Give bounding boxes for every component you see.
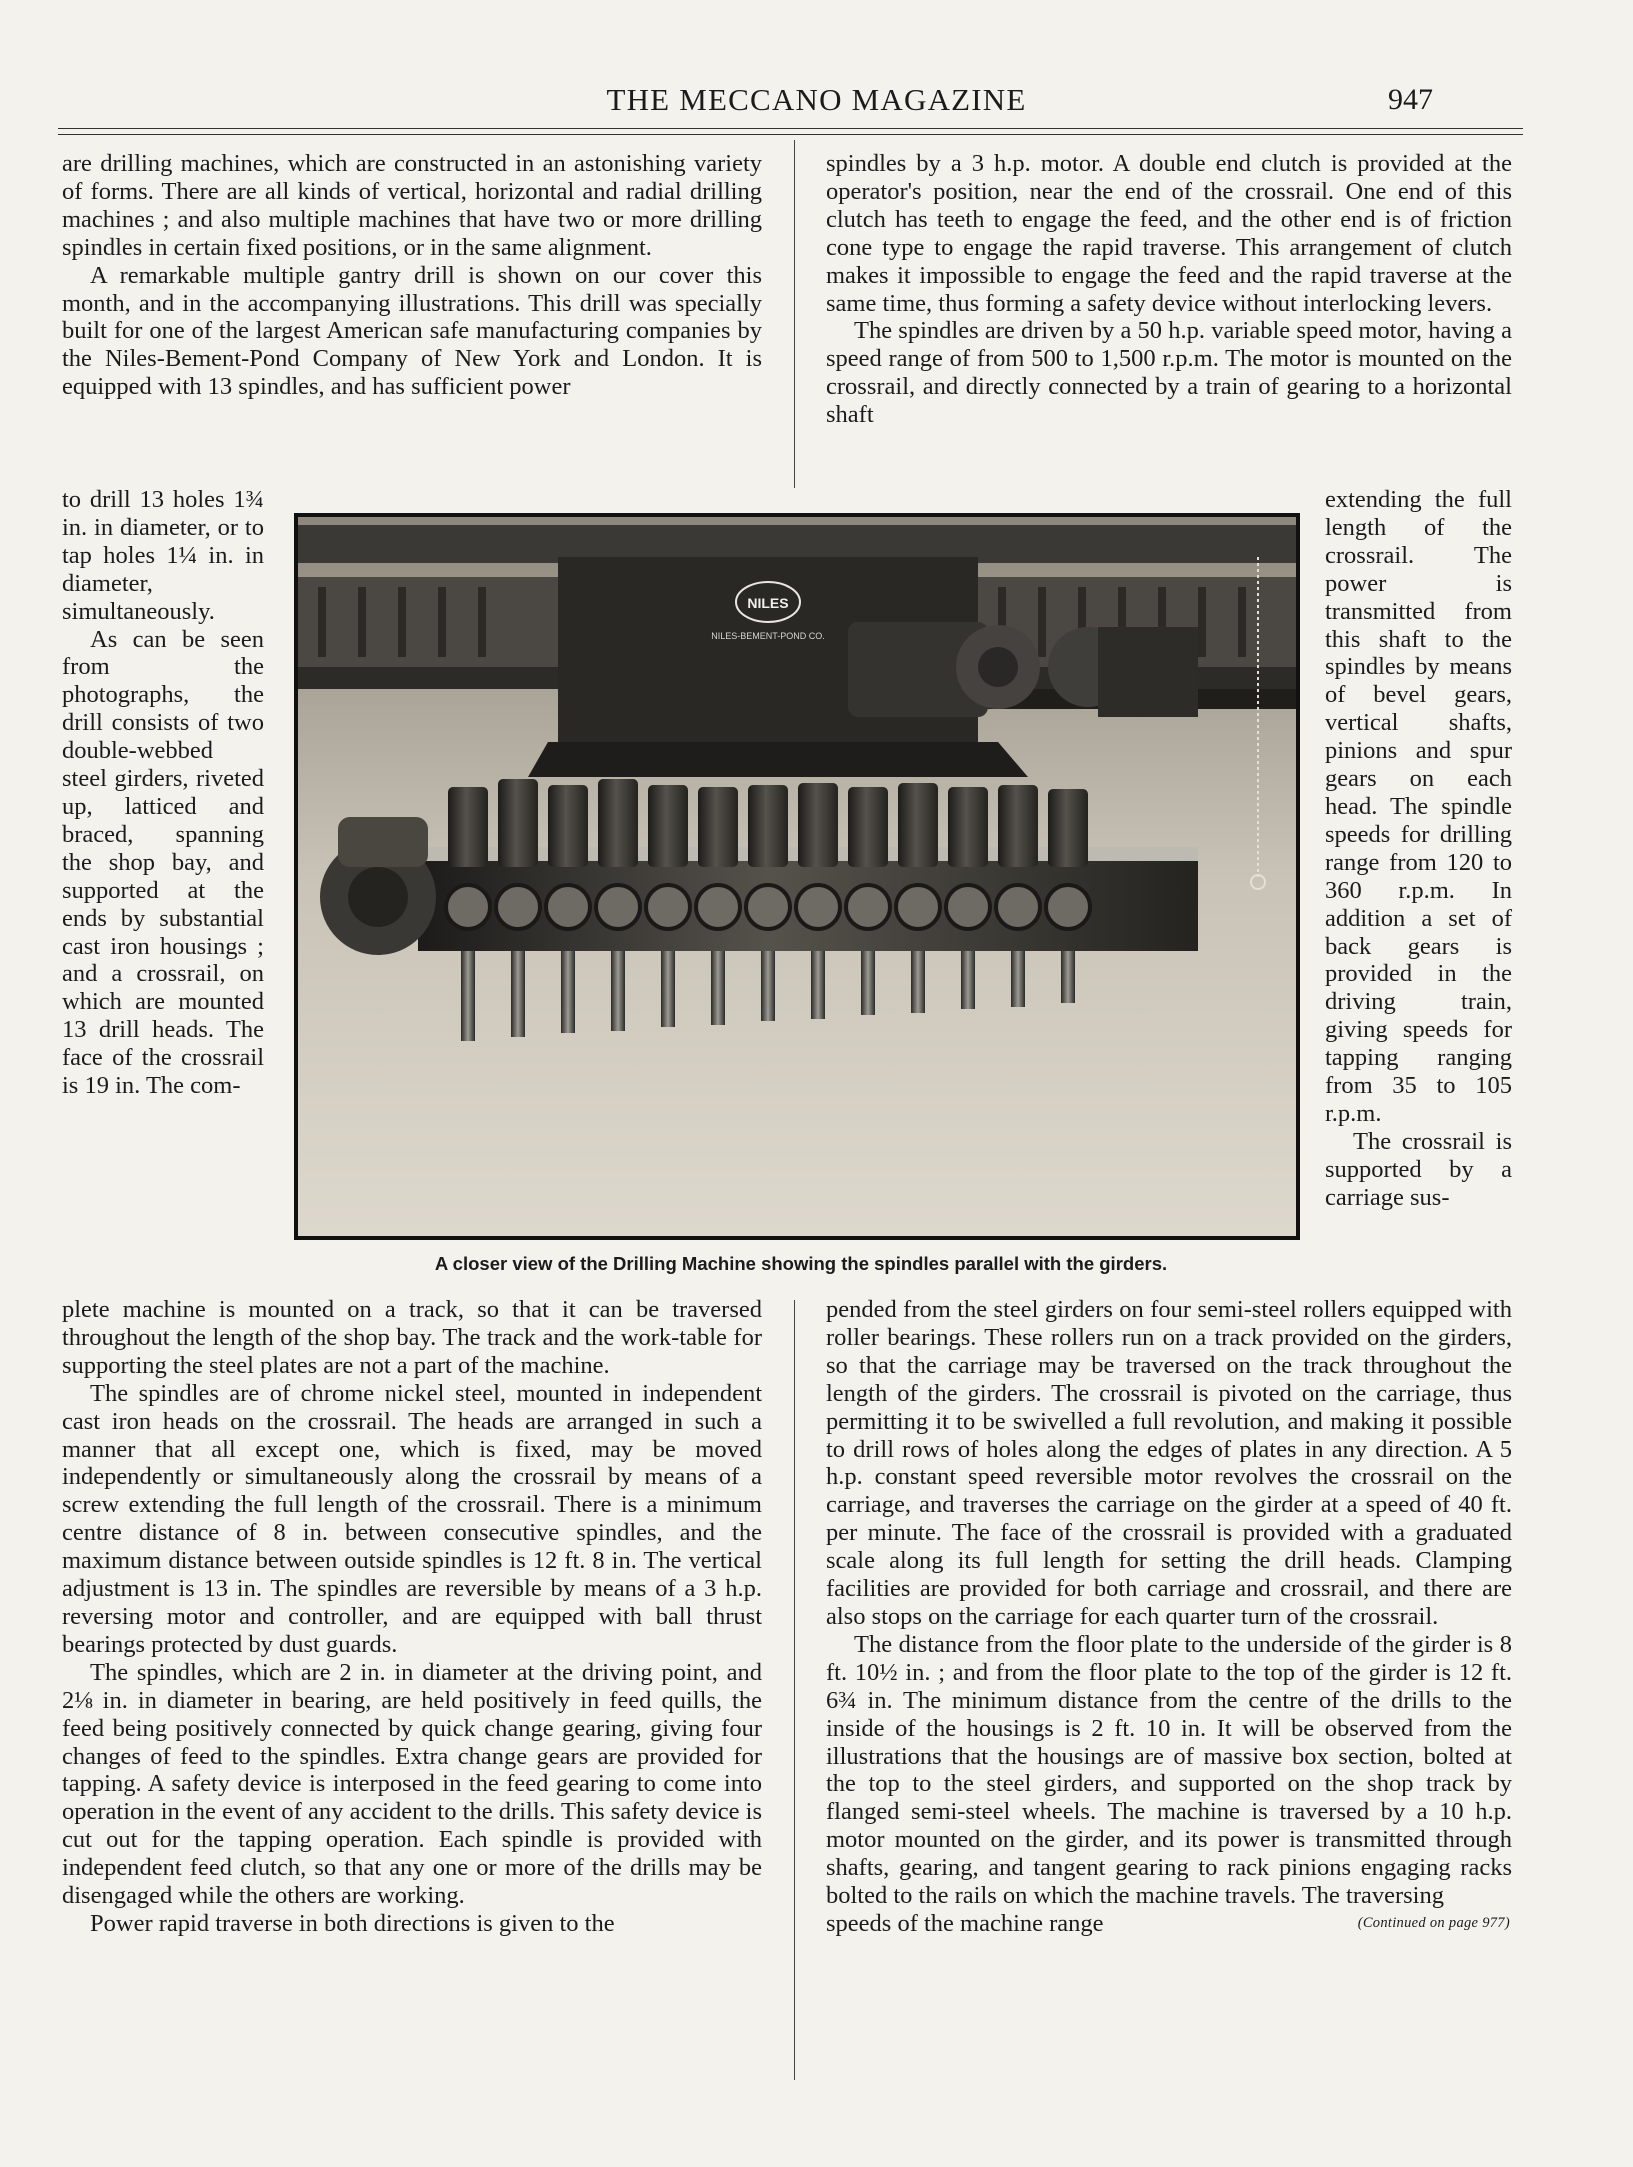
paragraph: As can be seen from the photographs, the drill consists of two double-webbed steel girders, riveted up, latticed and braced, spanning the shop bay, and supported at the ends by substantial cast iron housings ; and a crossrail, on which are mounted 13 drill heads. The face of the crossrail is 19 in. The com- xyxy=(62,625,264,1100)
column-divider-top xyxy=(794,140,795,488)
page-number: 947 xyxy=(1388,83,1433,116)
last-line-text: speeds of the machine range xyxy=(826,1909,1104,1937)
paragraph: plete machine is mounted on a track, so that it can be traversed throughout the length of the shop bay. The track and the work-table for supporting the steel plates are not a part of the machine. xyxy=(62,1296,762,1379)
nameplate-text: NILES xyxy=(747,595,789,611)
paragraph: The spindles are of chrome nickel steel, mounted in independent cast iron heads on the crossrail. The heads are arranged in such a manner that all except one, which is fixed, may be moved independently or simultaneously along the crossrail by means of a screw extending the full length of the crossrail. There is a minimum centre distance of 8 in. between consecutive spindles, and the maximum distance between outside spindles is 12 ft. 8 in. The vertical adjustment is 13 in. The spindles are reversible by means of a 3 h.p. reversing motor and controller, and are equipped with ball thrust bearings protected by dust guards. xyxy=(62,1379,762,1658)
paragraph: The spindles, which are 2 in. in diameter at the driving point, and 2⅛ in. in diameter in bearing, are held positively in feed quills, the feed being positively connected by quick change gearing, giving four changes of feed to the spindles. Extra change gears are provided for tapping. A safety device is interposed in the feed gearing to come into operation in the event of any accident to the drills. This safety device is cut out for the tapping operation. Each spindle is provided with independent feed clutch, so that any one or more of the drills may be disengaged while the others are working. xyxy=(62,1658,762,1910)
paragraph: extending the full length of the crossrail. The power is transmitted from this shaft to the spindles by means of bevel gears, vertical shafts, pinions and spur gears on each head. The spindle speeds for drilling range from 120 to 360 r.p.m. In addition a set of back gears is provided in the driving train, giving speeds for tapping ranging from 35 to 105 r.p.m. xyxy=(1325,486,1512,1127)
paragraph: The spindles are driven by a 50 h.p. variable speed motor, having a speed range of from 500 to 1,500 r.p.m. The motor is mounted on the crossrail, and directly connected by a train of gearing to a horizontal shaft xyxy=(826,317,1512,429)
figure-caption: A closer view of the Drilling Machine showing the spindles parallel with the girders. xyxy=(434,1253,1168,1274)
paragraph: The distance from the floor plate to the underside of the girder is 8 ft. 10½ in. ; and from the floor plate to the top of the girder is 12 ft. 6¾ in. The minimum distance from the centre of the drills to the inside of the housings is 2 ft. 10 in. It will be observed from the illustrations that the housings are of massive box section, bolted at the top to the steel girders, and supported on the shop track by flanged semi-steel wheels. The machine is traversed by a 10 h.p. motor mounted on the girder, and its power is transmitted through shafts, gearing, and tangent gearing to rack pinions engaging racks bolted to the rails on which the machine travels. The traversing xyxy=(826,1630,1512,1910)
column-divider-bottom xyxy=(794,1300,795,2080)
right-column-top xyxy=(826,150,1512,429)
left-column-top xyxy=(62,150,762,401)
paragraph: pended from the steel girders on four semi-steel rollers equipped with roller bearings. These rollers run on a track provided on the girders, so that the carriage may be traversed on the track throughout the length of the girders. The crossrail is pivoted on the carriage, thus permitting it to be swivelled a full revolution, and making it possible to drill rows of holes along the edges of plates in any direction. A 5 h.p. constant speed reversible motor revolves the crossrail on the carriage, and traverses the carriage on the girder at a speed of 40 ft. per minute. The face of the crossrail is provided with a graduated scale along its full length for setting the drill heads. Clamping facilities are provided for both carriage and crossrail, and there are also stops on the carriage for each quarter turn of the crossrail. xyxy=(826,1296,1512,1630)
drilling-machine-illustration xyxy=(298,517,1296,1236)
paragraph: Power rapid traverse in both directions is given to the xyxy=(90,1909,615,1937)
header-rule-second xyxy=(58,134,1523,135)
nameplate-subtext: NILES-BEMENT-POND CO. xyxy=(711,631,825,641)
page-header xyxy=(0,78,1633,122)
drilling-machine-photo xyxy=(294,513,1300,1240)
right-column-bottom xyxy=(826,1296,1512,1938)
paragraph: A remarkable multiple gantry drill is shown on our cover this month, and in the accompanying illustrations. This drill was specially built for one of the largest American safe manufacturing companies by the Niles-Bement-Pond Company of New York and London. It is equipped with 13 spindles, and has sufficient power xyxy=(62,261,762,401)
paragraph: are drilling machines, which are constructed in an astonishing variety of forms. There are all kinds of vertical, horizontal and radial drilling machines ; and also multiple machines that have two or more drilling spindles in certain fixed positions, or in the same alignment. xyxy=(62,150,762,261)
paragraph: The crossrail is supported by a carriage sus- xyxy=(1325,1127,1512,1211)
header-rule xyxy=(58,128,1523,129)
last-line xyxy=(826,1910,1512,1938)
magazine-title: THE MECCANO MAGAZINE xyxy=(606,82,1027,117)
paragraph: to drill 13 holes 1¾ in. in diameter, or to tap holes 1¼ in. in diameter, simultaneously. xyxy=(62,486,264,625)
paragraph: spindles by a 3 h.p. motor. A double end clutch is provided at the operator's position, near the end of the crossrail. One end of this clutch has teeth to engage the feed, and the other end is of friction cone type to engage the rapid traverse. This arrangement of clutch makes it impossible to engage the feed and the rapid traverse at the same time, thus forming a safety device without interlocking levers. xyxy=(826,150,1512,317)
right-narrow-column xyxy=(1325,486,1512,1212)
continued-note: (Continued on page 977) xyxy=(1357,1914,1510,1931)
left-narrow-column xyxy=(62,486,264,1100)
left-column-bottom xyxy=(62,1296,762,1938)
